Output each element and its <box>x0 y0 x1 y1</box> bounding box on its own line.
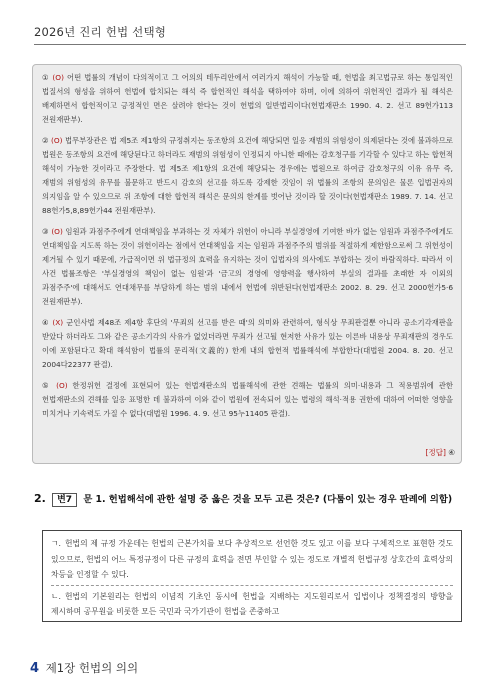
item-text: 한정위헌 결정에 표현되어 있는 헌법재판소의 법률해석에 관한 견해는 법률의 의미·내용과 그 적용범위에 관한 헌법재판소의 견해를 일응 표명한 데 불과하여 이와 같이 법원에 전속되어 있는 법령의 해석·적용 권한에 대하여 어떠한 영향을 미치거나 기속력도 가질 수 없다(대법원 1996. 4. 9. 선고 95누11405 판결). <box>42 381 453 418</box>
answer-item <box>42 225 453 309</box>
answer-item <box>42 379 453 421</box>
choice-item <box>51 589 453 620</box>
question-number: 2. <box>34 492 46 505</box>
choice-text: 헌법의 제 규정 가운데는 헌법의 근본가치를 보다 추상적으로 선언한 것도 있고 이를 보다 구체적으로 표현한 것도 있으므로, 헌법의 어느 특정규정이 다른 규정의 효력을 전면 부인할 수 있는 정도로 개별적 헌법규정 상호간의 효력상의 차등을 인정할 수 있다. <box>51 539 453 579</box>
answer-item <box>42 134 453 218</box>
choice-item <box>51 536 453 583</box>
choice-text: 헌법의 기본원리는 헌법의 이념적 기초인 동시에 헌법을 지배하는 지도원리로서 입법이나 정책결정의 방향을 제시하며 공무원을 비롯한 모든 국민과 국가기관이 헌법을 존중하고 <box>51 591 453 616</box>
answer-item <box>42 316 453 372</box>
item-mark: (O) <box>51 136 63 145</box>
answer-tag-label: [정답] <box>425 448 446 457</box>
answer-tag-value: ④ <box>448 448 455 457</box>
item-text: 법무부장관은 법 제5조 제1항의 규정취지는 동조항의 요건에 해당되면 일응 재범의 위험성이 의제된다는 것에 불과하므로 법원은 동조항의 요건에 해당된다고 하더라도 재범의 위험성이 인정되지 아니한 때에는 감호청구를 기각할 수 있다고 하는 합헌적 해석이 가능한 것이라고 주장한다. 법 제5조 제1항의 요건에 해당되는 경우에는 법원으로 하여금 감호청구의 이유 유무 즉, 재범의 위험성의 유무를 불문하고 반드시 감호의 선고를 하도록 강제한 것임이 위 법률의 조항의 문의임은 물론 입법권자의 의지임을 알 수 있으므로 위 조항에 대한 합헌적 해석은 문의의 한계를 벗어난 것이라 할 것이다(헌법재판소 1989. 7. 14. 선고 88헌가5,8,89헌가44 전원재판부). <box>42 136 454 215</box>
page-footer <box>30 660 138 676</box>
item-text: 임원과 과점주주에게 연대책임을 부과하는 것 자체가 위헌이 아니라 부실경영에 기여한 바가 없는 임원과 과점주주에게도 연대책임을 지도록 하는 것이 위헌이라는 점에서 연대책임을 지는 임원과 과점주주의 범위를 적절하게 제한함으로써 그 위헌성이 제거될 수 있기 때문에, 가급적이면 위 법규정의 효력을 유지하는 것이 입법자의 의사에도 부합하는 것이 바람직하다. 따라서 이 사건 법률조항은 '부실경영의 책임이 없는 임원'과 '금고의 경영에 영향력을 행사하여 부실의 결과를 초래한 자 이외의 과점주주'에 대해서도 연대채무를 부담하게 하는 범위 내에서 헌법에 위반된다(헌법재판소 2002. 8. 29. 선고 2000헌가5·6 전원재판부). <box>42 227 453 306</box>
item-mark: (X) <box>52 318 64 327</box>
correct-answer-tag <box>426 447 455 458</box>
item-mark: (O) <box>51 227 63 236</box>
item-text: 어떤 법률의 개념이 다의적이고 그 어의의 테두리안에서 여러가지 해석이 가능할 때, 헌법을 최고법규로 하는 통일적인 법질서의 형성을 위하여 헌법에 합치되는 해석 즉 합헌적인 해석을 택하여야 하며, 이에 의하여 위헌적인 결과가 될 해석은 배제하면서 합헌적이고 긍정적인 면은 살려야 한다는 것이 헌법의 일반법리이다(헌법재판소 1990. 4. 2. 선고 89헌가113 전원재판부). <box>42 73 453 124</box>
item-number: ① <box>42 73 50 82</box>
running-head-title: 2026년 진리 헌법 선택형 <box>34 25 167 39</box>
answer-item <box>42 71 453 127</box>
choice-label: ㄱ. <box>51 539 62 548</box>
item-number: ④ <box>42 318 50 327</box>
item-number: ③ <box>42 227 49 236</box>
item-number: ⑤ <box>42 381 52 390</box>
question-source-badge: 변7 <box>52 493 77 507</box>
item-mark: (O) <box>52 73 64 82</box>
choice-label: ㄴ. <box>51 591 62 601</box>
item-text: 군인사법 제48조 제4항 후단의 '무죄의 선고를 받은 때'의 의미와 관련하여, 형식상 무죄판결뿐 아니라 공소기각재판을 받았다 하더라도 그와 같은 공소기각의 사유가 없었더라면 무죄가 선고될 현저한 사유가 있는 이른바 내용상 무죄재판의 경우도 이에 포함된다고 확대 해석함이 법률의 문리적(文義的) 한계 내의 합헌적 법률해석에 부합한다(대법원 2004. 8. 20. 선고 2004다22377 판결). <box>42 318 453 369</box>
choice-divider <box>51 585 453 586</box>
page-number: 4 <box>30 661 40 676</box>
header-divider <box>34 44 466 45</box>
answer-explanation-box <box>32 64 462 464</box>
choice-box <box>42 530 462 622</box>
chapter-title: 제1장 헌법의 의의 <box>45 661 139 675</box>
question-text: 문 1. 헌법해석에 관한 설명 중 옳은 것을 모두 고른 것은? (다툼이 있는 경우 판례에 의함) <box>83 494 453 505</box>
item-number: ② <box>42 136 49 145</box>
item-mark: (O) <box>56 381 68 390</box>
question-stem <box>34 490 464 508</box>
